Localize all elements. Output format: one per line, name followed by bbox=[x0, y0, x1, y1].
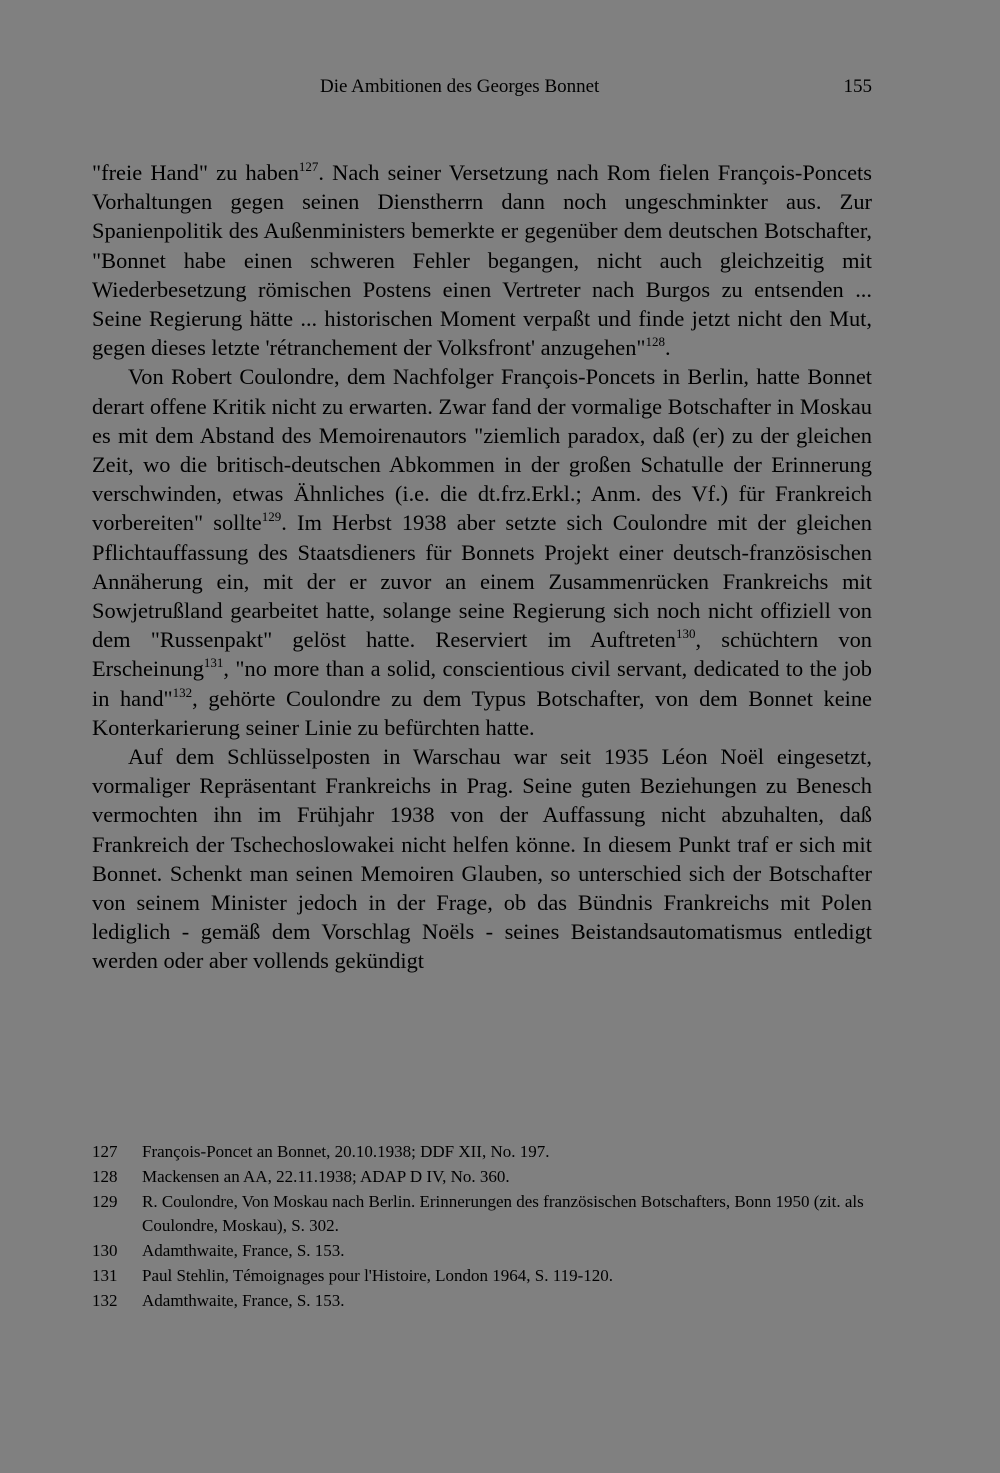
footnote-text: Paul Stehlin, Témoignages pour l'Histoire, London 1964, S. 119-120. bbox=[142, 1265, 614, 1285]
footnotes bbox=[92, 1140, 872, 1314]
paragraph-text: . Nach seiner Versetzung nach Rom fielen François-Poncets Vorhaltungen gegen seinen Dienstherrn dann noch ungeschminkter aus. Zur Spanienpolitik des Außenministers bemerkte er gegenüber dem deutschen Botschafter, "Bonnet habe einen schweren Fehler begangen, nicht auch gleichzeitig mit Wiederbesetzung römischen Postens einen Vertreter nach Burgos zu entsenden ... Seine Regierung hätte ... historischen Moment verpaßt und finde jetzt nicht den Mut, gegen dieses letzte 'rétranchement der Volksfront' anzugehen" bbox=[92, 160, 872, 361]
footnote bbox=[92, 1239, 872, 1264]
paragraph-2 bbox=[92, 362, 872, 742]
footnote-ref: 127 bbox=[298, 159, 319, 174]
footnote-text: Adamthwaite, France, S. 153. bbox=[142, 1290, 345, 1310]
footnote-number: 130 bbox=[92, 1241, 118, 1261]
footnote bbox=[92, 1264, 872, 1289]
paragraph-text: . Im Herbst 1938 aber setzte sich Coulondre mit der gleichen Pflichtauffassung des Staatsdieners für Bonnets Projekt einer deutsch-französischen Annäherung ein, mit der er zuvor an einem Zusammenrücken Frankreichs mit Sowjetrußland gearbeitet hatte, solange seine Regierung sich noch nicht offiziell von dem "Russenpakt" gelöst hatte. Reserviert im Auftreten bbox=[92, 510, 872, 653]
paragraph-text: , schüchtern von Erscheinung bbox=[92, 627, 873, 682]
footnote bbox=[92, 1140, 872, 1165]
footnote-text: Mackensen an AA, 22.11.1938; ADAP D IV, No. 360. bbox=[142, 1166, 510, 1186]
footnote-ref: 129 bbox=[261, 509, 282, 525]
footnote-number: 131 bbox=[92, 1265, 118, 1285]
footnote-text: R. Coulondre, Von Moskau nach Berlin. Erinnerungen des französischen Botschafters, Bonn 1950 (zit. als Coulondre, Moskau), S. 302. bbox=[142, 1191, 864, 1236]
footnote-number: 128 bbox=[92, 1166, 118, 1186]
paragraph-text: "freie Hand" zu haben bbox=[92, 160, 299, 185]
running-head bbox=[92, 76, 872, 104]
running-title: Die Ambitionen des Georges Bonnet bbox=[320, 76, 600, 97]
footnote-ref: 131 bbox=[203, 655, 224, 671]
footnote bbox=[92, 1190, 872, 1240]
body-text bbox=[92, 158, 872, 976]
paragraph-1 bbox=[92, 158, 872, 362]
page-number: 155 bbox=[843, 76, 872, 97]
paragraph-text: Auf dem Schlüsselposten in Warschau war seit 1935 Léon Noël eingesetzt, vormaliger Repräsentant Frankreichs in Prag. Seine guten Beziehungen zu Benesch vermochten ihn im Frühjahr 1938 von der Auffassung nicht abzuhalten, daß Frankreich der Tschechoslowakei nicht helfen könne. In diesem Punkt traf er sich mit Bonnet. Schenkt man seinen Memoiren Glauben, so unterschied sich der Botschafter von seinem Minister jedoch in der Frage, ob das Bündnis Frankreichs mit Polen lediglich - gemäß dem Vorschlag Noëls - seines Beistandsautomatismus entledigt werden oder aber vollends gekündigt bbox=[92, 744, 872, 974]
paragraph-text: . bbox=[665, 335, 671, 361]
footnote-text: Adamthwaite, France, S. 153. bbox=[142, 1241, 345, 1261]
footnote-ref: 132 bbox=[172, 684, 193, 700]
footnote-text: François-Poncet an Bonnet, 20.10.1938; DDF XII, No. 197. bbox=[142, 1142, 550, 1161]
paragraph-text: Von Robert Coulondre, dem Nachfolger François-Poncets in Berlin, hatte Bonnet derart offene Kritik nicht zu erwarten. Zwar fand der vormalige Botschafter in Moskau es mit dem Abstand des Memoirenautors "ziemlich paradox, daß (er) zu der gleichen Zeit, wo die britisch-deutschen Abkommen in der großen Schatulle der Erinnerung verschwinden, etwas Ähnliches (i.e. die dt.frz.Erkl.; Anm. des Vf.) für Frankreich vorbereiten" sollte bbox=[92, 364, 872, 536]
footnote-number: 127 bbox=[92, 1142, 118, 1161]
footnote bbox=[92, 1289, 872, 1314]
footnote-ref: 130 bbox=[675, 626, 696, 642]
paragraph-3 bbox=[92, 742, 872, 976]
paragraph-text: , "no more than a solid, conscientious civil servant, dedicated to the job in hand" bbox=[92, 656, 872, 711]
footnote-number: 132 bbox=[92, 1290, 118, 1310]
paragraph-text: , gehörte Coulondre zu dem Typus Botschafter, von dem Bonnet keine Konterkarierung seiner Linie zu befürchten hatte. bbox=[92, 685, 872, 740]
footnote-number: 129 bbox=[92, 1191, 118, 1211]
footnote-ref: 128 bbox=[645, 334, 666, 350]
footnote bbox=[92, 1165, 872, 1190]
